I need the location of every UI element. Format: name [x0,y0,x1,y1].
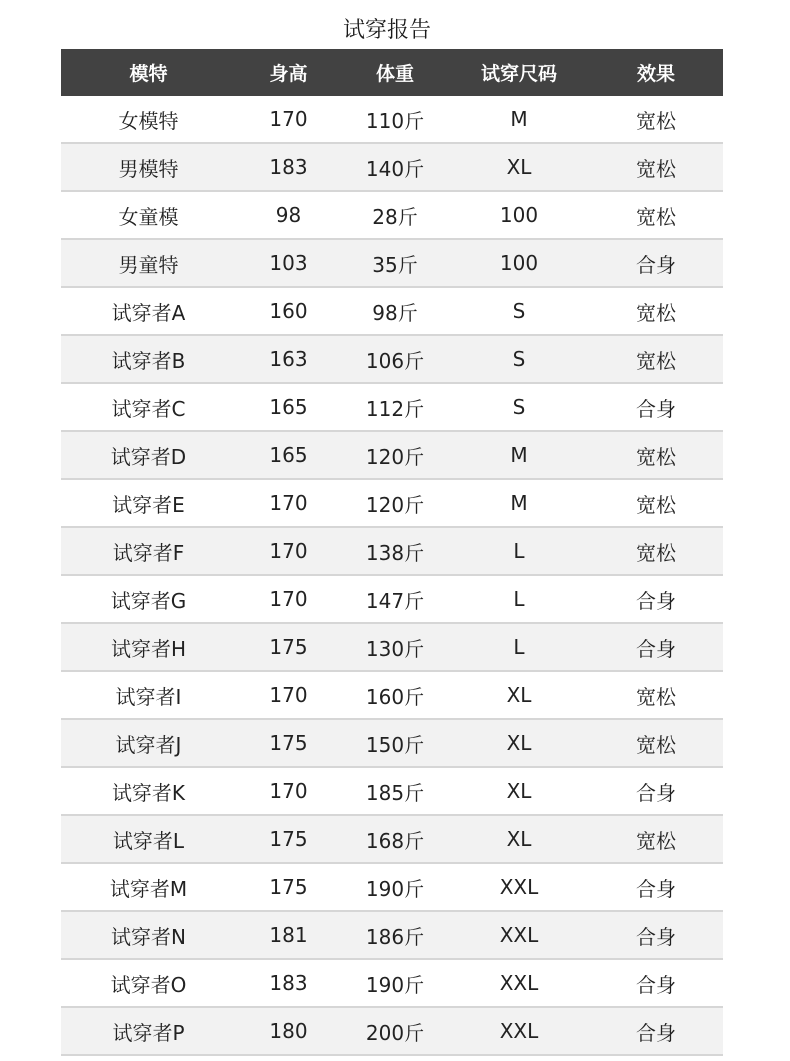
cell-size: L [449,527,589,575]
cell-effect: 宽松 [589,287,723,335]
cell-size: XXL [449,911,589,959]
cell-effect: 宽松 [589,527,723,575]
table-row [61,575,723,623]
table-row [61,143,723,191]
cell-model: 试穿者A [61,287,236,335]
cell-size: XL [449,719,589,767]
cell-weight: 185斤 [341,767,449,815]
cell-height: 180 [236,1007,341,1055]
header-weight: 体重 [341,49,449,96]
cell-weight: 120斤 [341,431,449,479]
cell-weight: 147斤 [341,575,449,623]
cell-size: M [449,431,589,479]
cell-effect: 合身 [589,383,723,431]
cell-weight: 130斤 [341,623,449,671]
table-row [61,671,723,719]
table-row [61,96,723,143]
cell-model: 试穿者M [61,863,236,911]
cell-size: S [449,383,589,431]
table-row [61,383,723,431]
cell-height: 163 [236,335,341,383]
cell-effect: 宽松 [589,96,723,143]
table-row [61,527,723,575]
cell-effect: 宽松 [589,335,723,383]
table-row [61,911,723,959]
cell-size: XL [449,671,589,719]
cell-model: 试穿者F [61,527,236,575]
cell-effect: 宽松 [589,671,723,719]
cell-weight: 35斤 [341,239,449,287]
cell-size: XL [449,767,589,815]
cell-model: 女模特 [61,96,236,143]
cell-height: 175 [236,623,341,671]
cell-model: 试穿者O [61,959,236,1007]
cell-weight: 98斤 [341,287,449,335]
cell-weight: 150斤 [341,719,449,767]
table-header [61,49,723,96]
cell-weight: 168斤 [341,815,449,863]
cell-size: L [449,575,589,623]
cell-effect: 合身 [589,959,723,1007]
table-row [61,431,723,479]
table-row [61,863,723,911]
cell-height: 175 [236,815,341,863]
cell-weight: 120斤 [341,479,449,527]
cell-effect: 合身 [589,239,723,287]
cell-effect: 宽松 [589,719,723,767]
cell-height: 170 [236,96,341,143]
cell-effect: 宽松 [589,143,723,191]
cell-height: 183 [236,143,341,191]
cell-effect: 合身 [589,911,723,959]
cell-height: 170 [236,767,341,815]
cell-effect: 合身 [589,767,723,815]
cell-height: 170 [236,479,341,527]
cell-height: 170 [236,671,341,719]
cell-model: 试穿者K [61,767,236,815]
cell-height: 170 [236,575,341,623]
cell-weight: 28斤 [341,191,449,239]
cell-model: 试穿者B [61,335,236,383]
cell-model: 试穿者D [61,431,236,479]
header-size: 试穿尺码 [449,49,589,96]
cell-size: S [449,335,589,383]
table-row [61,287,723,335]
table-row [61,719,723,767]
cell-size: 100 [449,191,589,239]
cell-height: 160 [236,287,341,335]
cell-model: 男童特 [61,239,236,287]
cell-weight: 112斤 [341,383,449,431]
cell-model: 试穿者J [61,719,236,767]
cell-size: S [449,287,589,335]
cell-weight: 160斤 [341,671,449,719]
cell-model: 试穿者H [61,623,236,671]
report-title: 试穿报告 [342,18,431,43]
cell-size: XXL [449,959,589,1007]
cell-height: 175 [236,719,341,767]
cell-model: 试穿者I [61,671,236,719]
cell-size: XXL [449,863,589,911]
cell-height: 170 [236,527,341,575]
cell-model: 试穿者E [61,479,236,527]
cell-effect: 合身 [589,1007,723,1055]
table-row [61,191,723,239]
cell-size: M [449,96,589,143]
cell-weight: 138斤 [341,527,449,575]
cell-height: 103 [236,239,341,287]
table-row [61,479,723,527]
header-model: 模特 [61,49,236,96]
table-row [61,767,723,815]
cell-height: 165 [236,431,341,479]
cell-effect: 宽松 [589,815,723,863]
header-effect: 效果 [589,49,723,96]
cell-height: 165 [236,383,341,431]
cell-effect: 合身 [589,575,723,623]
cell-size: L [449,623,589,671]
cell-model: 试穿者G [61,575,236,623]
cell-size: 100 [449,239,589,287]
table-row [61,815,723,863]
cell-effect: 宽松 [589,431,723,479]
header-row [61,49,723,96]
cell-model: 试穿者N [61,911,236,959]
table-body [61,96,723,1055]
cell-weight: 110斤 [341,96,449,143]
cell-effect: 合身 [589,623,723,671]
cell-weight: 190斤 [341,959,449,1007]
cell-weight: 106斤 [341,335,449,383]
cell-height: 175 [236,863,341,911]
cell-effect: 合身 [589,863,723,911]
cell-model: 试穿者L [61,815,236,863]
cell-size: XL [449,143,589,191]
cell-height: 183 [236,959,341,1007]
cell-size: XL [449,815,589,863]
table-row [61,1007,723,1055]
fitting-report-table [61,49,723,1056]
cell-effect: 宽松 [589,479,723,527]
table-row [61,623,723,671]
cell-model: 女童模 [61,191,236,239]
table-row [61,335,723,383]
cell-weight: 190斤 [341,863,449,911]
cell-weight: 140斤 [341,143,449,191]
table-row [61,959,723,1007]
cell-size: M [449,479,589,527]
cell-height: 181 [236,911,341,959]
cell-effect: 宽松 [589,191,723,239]
cell-model: 男模特 [61,143,236,191]
cell-height: 98 [236,191,341,239]
cell-weight: 186斤 [341,911,449,959]
cell-weight: 200斤 [341,1007,449,1055]
cell-model: 试穿者C [61,383,236,431]
cell-model: 试穿者P [61,1007,236,1055]
cell-size: XXL [449,1007,589,1055]
table-row [61,239,723,287]
header-height: 身高 [236,49,341,96]
